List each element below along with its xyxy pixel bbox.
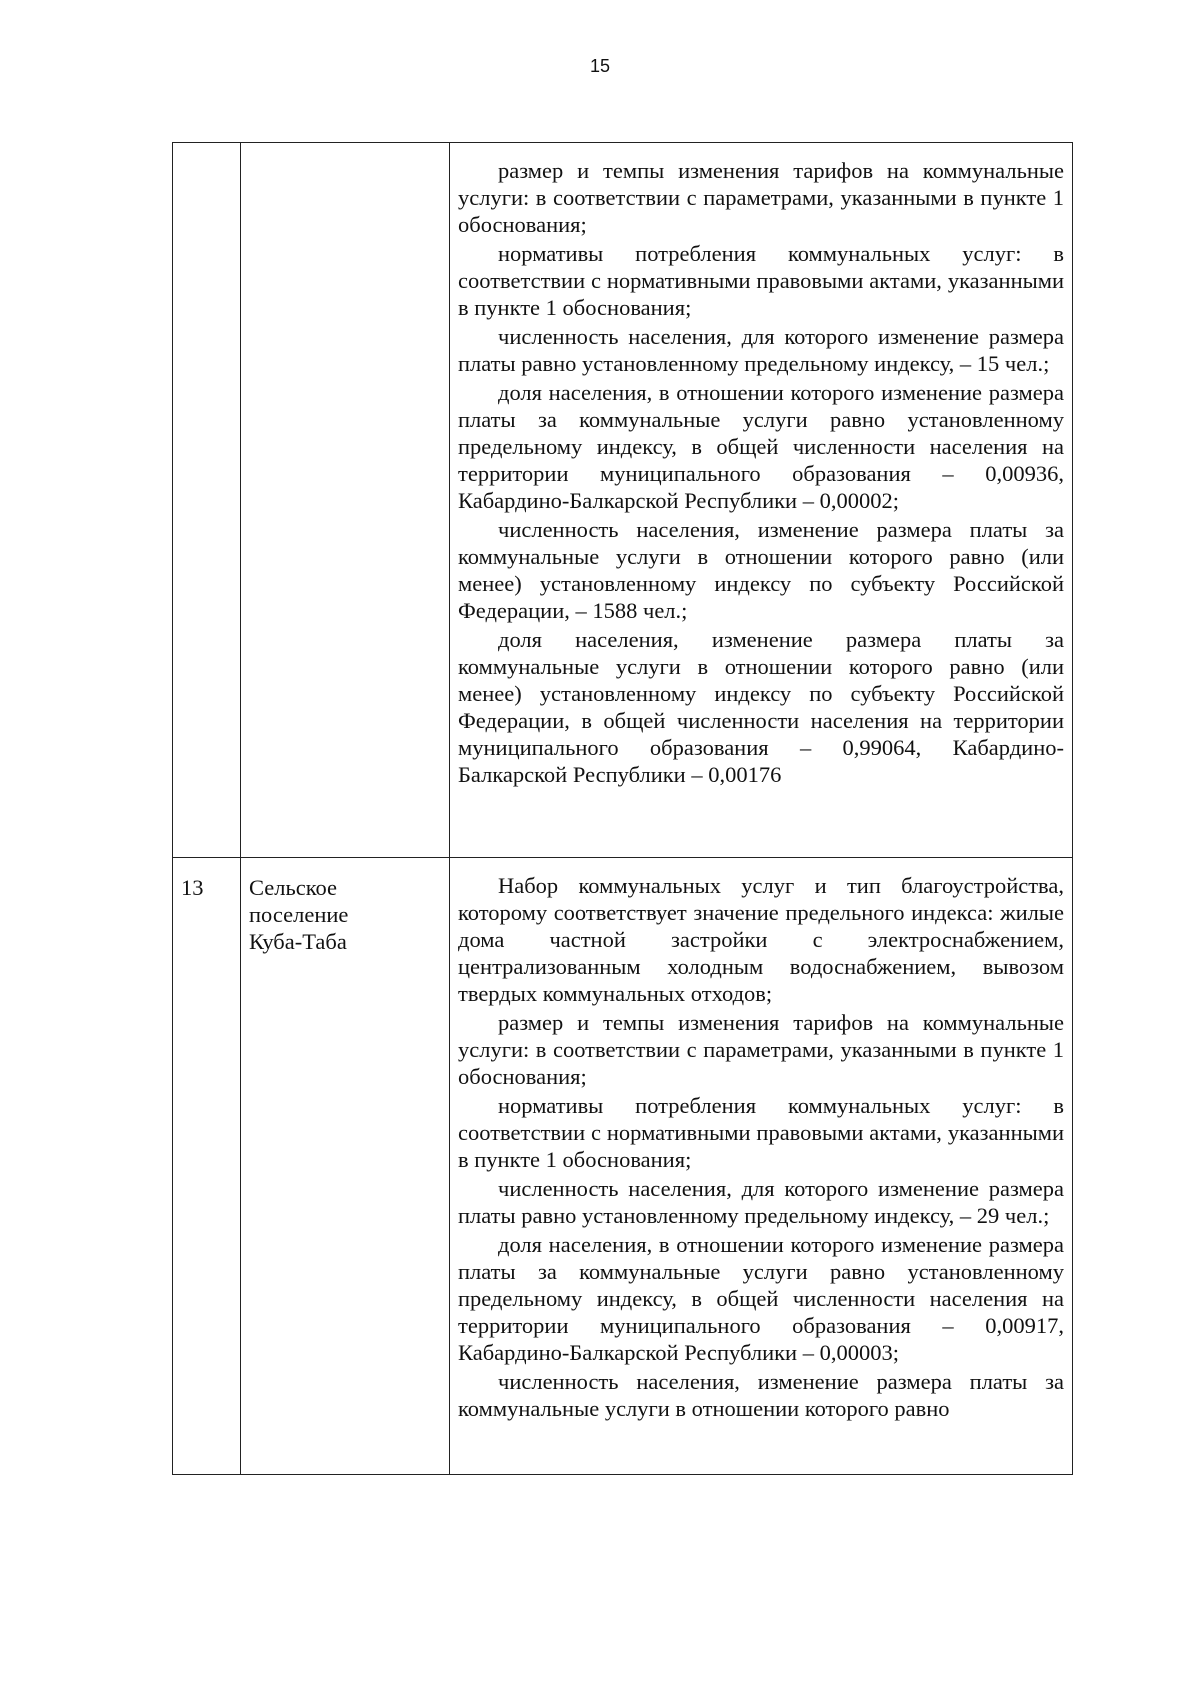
description-paragraph: нормативы потребления коммунальных услуг: в соответствии с нормативными правовыми актами, указанными в пункте 1 обоснования;	[458, 241, 1064, 320]
description-paragraph: численность населения, изменение размера платы за коммунальные услуги в отношении которого равно	[458, 1369, 1064, 1421]
settlement-name-cell	[241, 143, 450, 858]
row-number-cell	[173, 143, 241, 858]
description-paragraph: Набор коммунальных услуг и тип благоустройства, которому соответствует значение предельного индекса: жилые дома частной застройки с электроснабжением, централизованным холодным водоснабжением, вывозом твердых коммунальных отходов;	[458, 873, 1064, 1006]
settlement-name-cell	[241, 858, 450, 1475]
description-paragraph: численность населения, изменение размера платы за коммунальные услуги в отношении которого равно (или менее) установленному индексу по субъекту Российской Федерации, – 1588 чел.;	[458, 517, 1064, 623]
description-paragraph: нормативы потребления коммунальных услуг: в соответствии с нормативными правовыми актами, указанными в пункте 1 обоснования;	[458, 1093, 1064, 1172]
settlement-name-line: поселение	[249, 902, 349, 927]
description-paragraph: численность населения, для которого изменение размера платы равно установленному предельному индексу, – 15 чел.;	[458, 324, 1064, 376]
description-cell	[450, 858, 1073, 1475]
description-paragraph: размер и темпы изменения тарифов на коммунальные услуги: в соответствии с параметрами, указанными в пункте 1 обоснования;	[458, 1010, 1064, 1089]
table-row	[173, 858, 1073, 1475]
description-paragraph: доля населения, в отношении которого изменение размера платы за коммунальные услуги равно установленному предельному индексу, в общей численности населения на территории муниципального образования – 0,00917, Кабардино-Балкарской Республики – 0,00003;	[458, 1232, 1064, 1365]
description-paragraph: доля населения, изменение размера платы за коммунальные услуги в отношении которого равно (или менее) установленному индексу по субъекту Российской Федерации, в общей численности населения на территории муниципального образования – 0,99064, Кабардино-Балкарской Республики – 0,00176	[458, 627, 1064, 787]
municipal-index-table	[172, 142, 1073, 1475]
description-paragraph: доля населения, в отношении которого изменение размера платы за коммунальные услуги равно установленному предельному индексу, в общей численности населения на территории муниципального образования – 0,00936, Кабардино-Балкарской Республики – 0,00002;	[458, 380, 1064, 513]
description-paragraph: размер и темпы изменения тарифов на коммунальные услуги: в соответствии с параметрами, указанными в пункте 1 обоснования;	[458, 158, 1064, 237]
description-paragraph: численность населения, для которого изменение размера платы равно установленному предельному индексу, – 29 чел.;	[458, 1176, 1064, 1228]
row-number-cell: 13	[173, 858, 241, 1475]
settlement-name-line: Куба-Таба	[249, 929, 347, 954]
page-number: 15	[589, 56, 611, 76]
settlement-name-line: Сельское	[249, 875, 338, 900]
table-row	[173, 143, 1073, 858]
description-cell	[450, 143, 1073, 858]
